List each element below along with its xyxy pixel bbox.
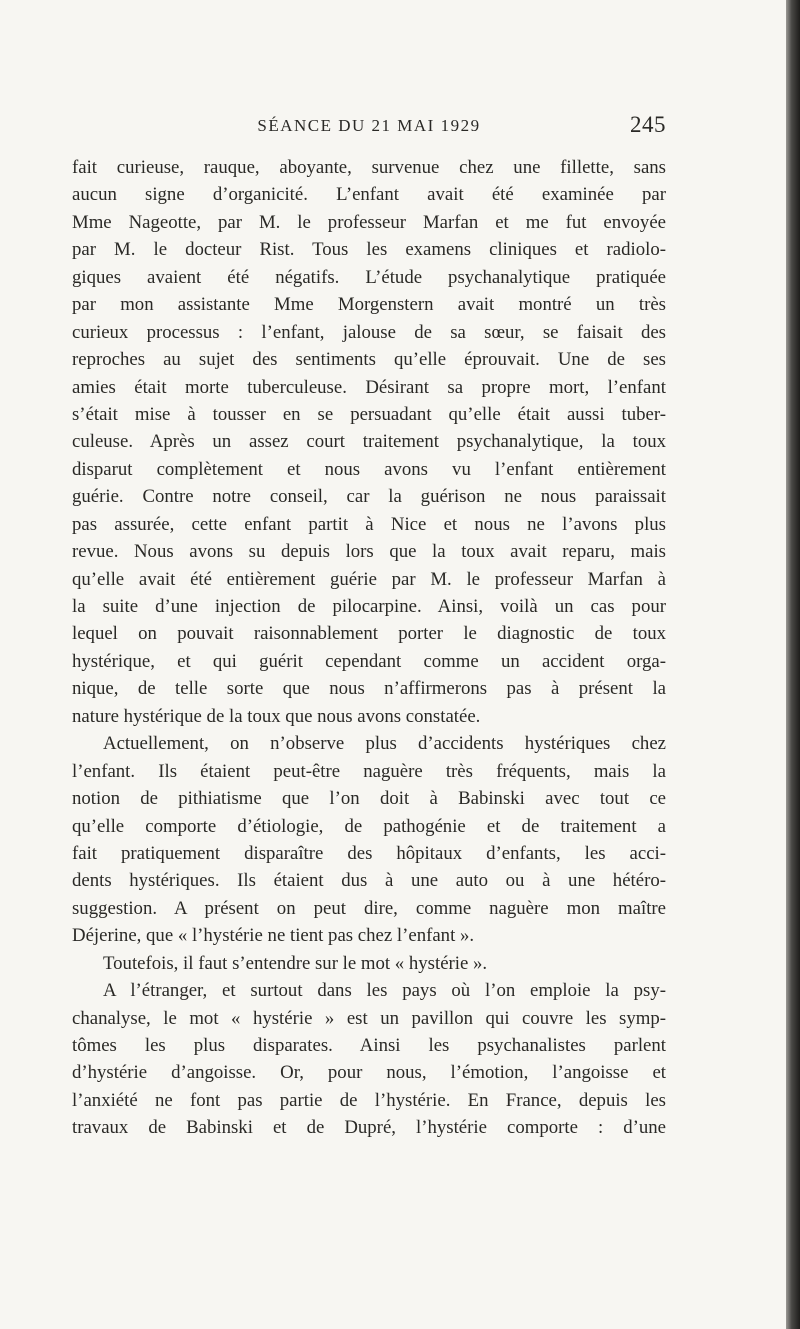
- text-line: lequel on pouvait raisonnablement porter le diagnostic de toux: [72, 623, 666, 645]
- text-line: la suite d’une injection de pilocarpine. Ainsi, voilà un cas pour: [72, 596, 666, 617]
- text-line: curieux processus : l’enfant, jalouse de sa sœur, se faisait des: [72, 321, 666, 343]
- running-head: [72, 110, 666, 144]
- text-line: reproches au sujet des sentiments qu’elle éprouvait. Une de ses: [72, 349, 666, 371]
- text-line: pas assurée, cette enfant partit à Nice et nous ne l’avons plus: [72, 513, 666, 535]
- text-line: dents hystériques. Ils étaient dus à une auto ou à une hétéro-: [72, 870, 666, 892]
- text-line: guérie. Contre notre conseil, car la guérison ne nous paraissait: [72, 486, 666, 508]
- running-title: SÉANCE DU 21 MAI 1929: [257, 116, 481, 135]
- text-line: fait pratiquement disparaître des hôpitaux d’enfants, les acci-: [72, 842, 666, 864]
- text-line: A l’étranger, et surtout dans les pays où l’on emploie la psy-: [103, 980, 666, 1002]
- text-line: suggestion. A présent on peut dire, comme naguère mon maître: [72, 897, 666, 919]
- text-line: Déjerine, que « l’hystérie ne tient pas chez l’enfant ».: [72, 925, 475, 947]
- page-number: 245: [630, 112, 666, 137]
- text-line: fait curieuse, rauque, aboyante, survenue chez une fillette, sans: [72, 157, 666, 178]
- text-line: Actuellement, on n’observe plus d’accidents hystériques chez: [103, 733, 666, 755]
- text-line: hystérique, et qui guérit cependant comme un accident orga-: [72, 650, 666, 672]
- text-line: par M. le docteur Rist. Tous les examens cliniques et radiolo-: [72, 239, 666, 261]
- text-line: tômes les plus disparates. Ainsi les psychanalistes parlent: [72, 1035, 666, 1056]
- text-line: chanalyse, le mot « hystérie » est un pavillon qui couvre les symp-: [72, 1007, 666, 1029]
- text-line: revue. Nous avons su depuis lors que la toux avait reparu, mais: [72, 541, 666, 563]
- text-line: qu’elle comporte d’étiologie, de pathogénie et de traitement a: [72, 815, 666, 837]
- book-spine-shadow: [786, 0, 800, 1329]
- text-line: par mon assistante Mme Morgenstern avait montré un très: [72, 294, 666, 316]
- text-line: travaux de Babinski et de Dupré, l’hystérie comporte : d’une: [72, 1117, 666, 1139]
- body-text: [72, 154, 666, 1142]
- text-line: Toutefois, il faut s’entendre sur le mot « hystérie ».: [103, 952, 488, 974]
- text-line: notion de pithiatisme que l’on doit à Babinski avec tout ce: [72, 788, 666, 810]
- text-line: disparut complètement et nous avons vu l’enfant entièrement: [72, 458, 666, 480]
- text-line: culeuse. Après un assez court traitement psychanalytique, la toux: [72, 431, 666, 453]
- text-line: s’était mise à tousser en se persuadant qu’elle était aussi tuber-: [72, 403, 666, 425]
- text-line: amies était morte tuberculeuse. Désirant sa propre mort, l’enfant: [72, 376, 666, 398]
- text-line: l’anxiété ne font pas partie de l’hystérie. En France, depuis les: [72, 1089, 666, 1111]
- text-line: l’enfant. Ils étaient peut-être naguère très fréquents, mais la: [72, 760, 666, 782]
- text-line: Mme Nageotte, par M. le professeur Marfan et me fut envoyée: [72, 211, 666, 233]
- text-line: aucun signe d’organicité. L’enfant avait été examinée par: [72, 184, 666, 206]
- text-line: nique, de telle sorte que nous n’affirmerons pas à présent la: [72, 678, 666, 700]
- text-line: nature hystérique de la toux que nous avons constatée.: [72, 705, 481, 727]
- text-line: giques avaient été négatifs. L’étude psychanalytique pratiquée: [72, 266, 666, 288]
- text-line: d’hystérie d’angoisse. Or, pour nous, l’émotion, l’angoisse et: [72, 1062, 666, 1084]
- text-line: qu’elle avait été entièrement guérie par M. le professeur Marfan à: [72, 568, 666, 590]
